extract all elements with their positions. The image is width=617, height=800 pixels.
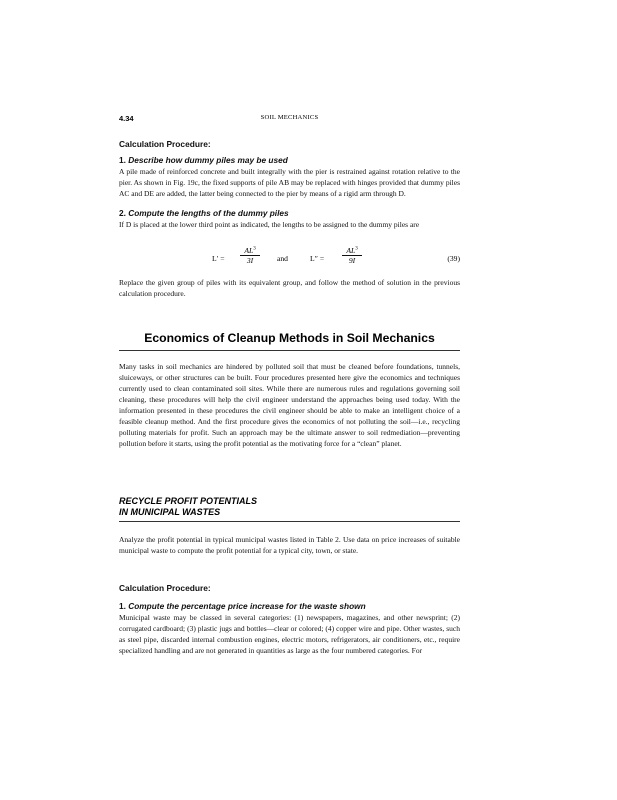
step-number: 1.: [119, 155, 126, 165]
step-title: Compute the lengths of the dummy piles: [128, 208, 289, 218]
paragraph: Replace the given group of piles with its equivalent group, and follow the method of solution in the previous calculation procedure.: [119, 278, 460, 298]
subsection-title: [119, 496, 460, 518]
section-title: Economics of Cleanup Methods in Soil Mechanics: [144, 331, 435, 345]
step-heading: [119, 155, 460, 166]
fraction: [240, 246, 260, 265]
equation: [119, 246, 460, 274]
equation-number: (39): [447, 254, 460, 263]
calc-procedure-heading: Calculation Procedure:: [119, 139, 211, 149]
subsection-paragraph: Analyze the profit potential in typical municipal wastes listed in Table 2. Use data on price increases of suitable municipal waste to compute the profit potential for a typical city, town, or state.: [119, 535, 460, 555]
step-number: 2.: [119, 208, 126, 218]
step-text: A pile made of reinforced concrete and built integrally with the pier is restrained against rotation relative to the pier. As shown in Fig. 19c, the fixed supports of pile AB may be replaced with hinges provided that dummy piles AC and DE are added, the latter being connected to the pier by means of a rigid arm through D.: [119, 167, 460, 198]
equation-lhs: L′ =: [212, 254, 225, 263]
equation-lhs: L′′ =: [310, 254, 325, 263]
running-header: [119, 114, 460, 126]
subsection-title-line: RECYCLE PROFIT POTENTIALS: [119, 496, 258, 506]
step-text: Municipal waste may be classed in several categories: (1) newspapers, magazines, and other newsprint; (2) corrugated cardboard; (3) plastic jugs and bottles—clear or colored; (4) copper wire and pipe. Other wastes, such as steel pipe, discarded internal combustion engines, electric motors, refrigerators, air conditioners, etc., require specialized handling and are not generated in quantities as large as the four numbered categories. For: [119, 613, 460, 655]
equation-connector: and: [277, 254, 288, 263]
fraction-numerator: $AL^3$: [240, 246, 260, 256]
step-heading: [119, 601, 460, 612]
fraction-numerator: $AL^3$: [342, 246, 362, 256]
step-title: Compute the percentage price increase for the waste shown: [128, 601, 366, 611]
fraction: [342, 246, 362, 265]
calc-procedure-heading: Calculation Procedure:: [119, 583, 211, 593]
running-title: SOIL MECHANICS: [260, 114, 319, 121]
fraction-denominator: 3I: [246, 256, 254, 265]
fraction-denominator: 9I: [348, 256, 356, 265]
step-text: If D is placed at the lower third point as indicated, the lengths to be assigned to the dummy piles are: [119, 220, 420, 229]
step-title: Describe how dummy piles may be used: [128, 155, 288, 165]
page-number: 4.34: [119, 114, 134, 123]
subsection-rule: [119, 521, 460, 522]
step-number: 1.: [119, 601, 126, 611]
step-heading: [119, 208, 460, 219]
section-rule: [119, 350, 460, 351]
section-paragraph: Many tasks in soil mechanics are hindered by polluted soil that must be cleaned before foundations, tunnels, sluiceways, or other structures can be built. Four procedures presented here give the economics and techniques currently used to clean contaminated soil sites. While there are numerous rules and regulations governing soil cleaning, these procedures will help the civil engineer understand the approaches being used today. With the information presented in these procedures the civil engineer should be able to make an intelligent choice of a feasible cleanup method. And the first procedure gives the economics of not polluting the soil—i.e., recycling polluting materials for profit. Such an approach may be the ultimate answer to soil redmediation—preventing pollution before it starts, using the profit potential as the motivating force for a “clean” planet.: [119, 362, 460, 448]
subsection-title-line: IN MUNICIPAL WASTES: [119, 507, 221, 517]
